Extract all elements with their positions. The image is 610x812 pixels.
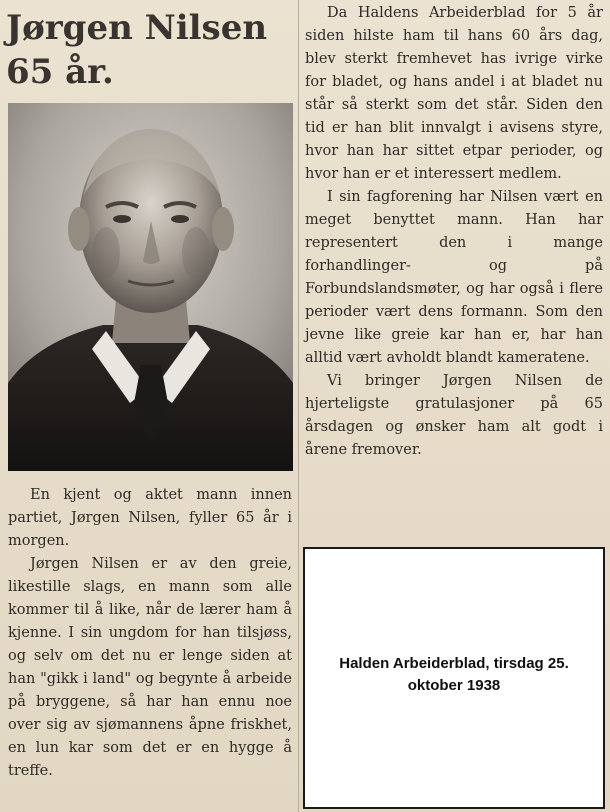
headline-line-1: Jørgen Nilsen: [6, 8, 268, 48]
source-caption-box: [303, 547, 605, 809]
column-divider: [298, 0, 299, 812]
right-paragraph-3: Vi bringer Jørgen Nilsen de hjerteligste gratulasjoner på 65 årsdagen og ønsker ham alt godt i årene fremover.: [305, 373, 603, 458]
right-column-text: [305, 2, 603, 462]
portrait-photo-icon: [8, 103, 293, 471]
right-paragraph-1: Da Haldens Arbeiderblad for 5 år siden hilste ham til hans 60 års dag, blev sterkt fremhevet has ivrige virke for bladet, og hans andel i at bladet nu står så sterkt som det står. Siden den tid er han blit innvalgt i avisens styre, hvor han har sittet etpar perioder, og hvor han er et interessert medlem.: [305, 5, 603, 182]
left-paragraph-1: En kjent og aktet mann innen partiet, Jørgen Nilsen, fyller 65 år i morgen.: [8, 487, 292, 549]
left-paragraph-2: Jørgen Nilsen er av den greie, likestille slags, en mann som alle kommer til å like, når de lærer ham å kjenne. I sin ungdom for han tilsjøss, og selv om det nu er lenge siden at han "gikk i land" og begynte å arbeide på bryggene, så har han ennu noe over sig av sjømannens åpne friskhet, en lun kar som det er en hygge å treffe.: [8, 556, 292, 779]
left-column-text: [8, 484, 292, 783]
source-caption-text: Halden Arbeiderblad, tirsdag 25. oktober 1938: [339, 655, 569, 694]
portrait-photo: [8, 103, 293, 471]
headline: [6, 6, 294, 94]
right-paragraph-2: I sin fagforening har Nilsen vært en meget benyttet mann. Han har representert den i mange forhandlinger- og på Forbundslandsmøter, og har også i flere perioder vært dens formann. Som den jevne like greie kar han er, har han alltid vært avholdt blandt kameratene.: [305, 189, 603, 366]
headline-line-2: 65 år.: [6, 52, 114, 92]
